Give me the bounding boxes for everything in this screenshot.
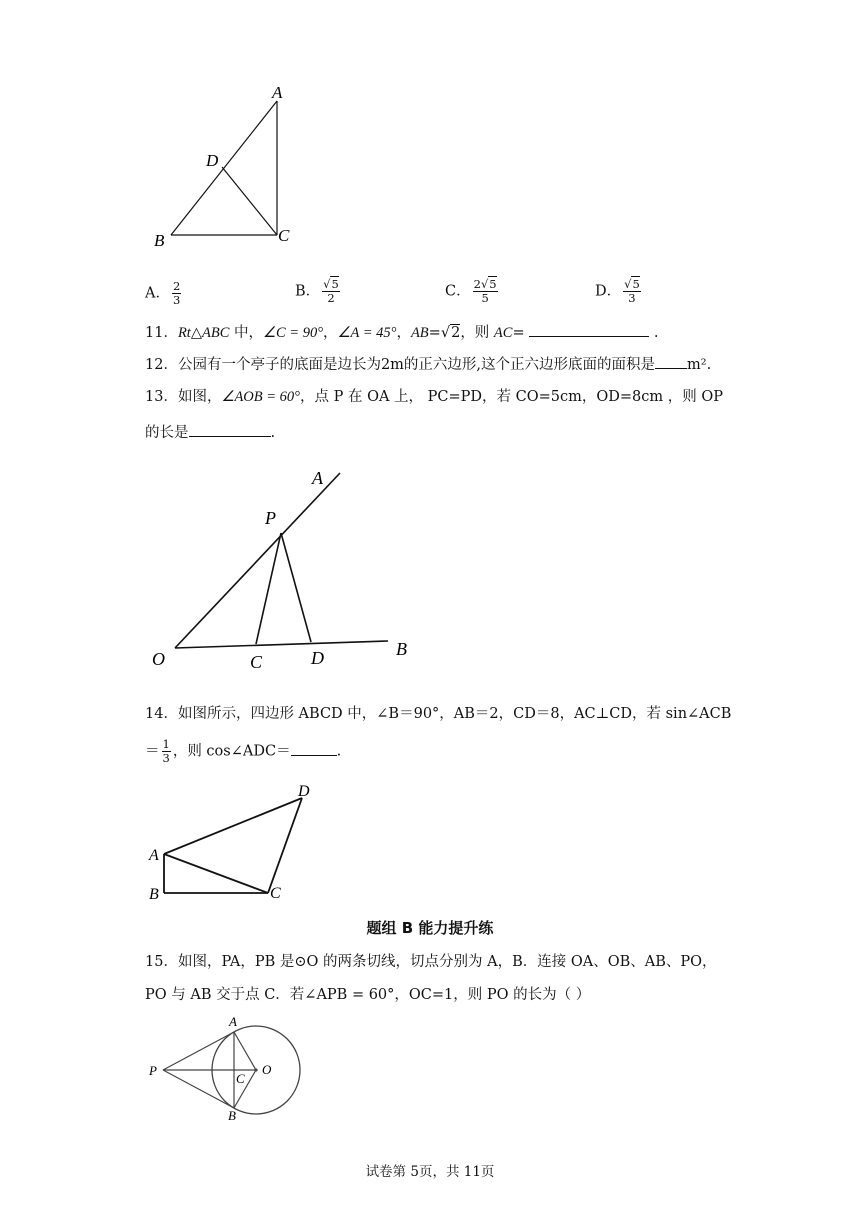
label-d: D [311, 648, 324, 668]
ray-ob [175, 641, 388, 648]
ray-oa [175, 473, 340, 648]
question-14-line2: ＝ $\frac{1}{3}$ ，则 cos∠ADC＝ . [145, 737, 342, 765]
label-b: B [154, 231, 165, 250]
question-11: 11．Rt△ABC 中，∠C = 90°，∠A = 45°，AB=√2，则 AC= . [145, 322, 658, 343]
question-13-line1: 13．如图，∠AOB = 60°，点 P 在 OA 上， PC=PD，若 CO=5cm，OD=8cm ，则 OP [145, 389, 723, 405]
segment-oa [234, 1032, 256, 1070]
tangent-pb [163, 1070, 234, 1108]
label-d: D [206, 151, 219, 170]
label-o: O [152, 649, 165, 669]
segment-pd [281, 533, 311, 642]
figure-q10-triangle [140, 80, 310, 255]
label-o: O [262, 1062, 272, 1077]
q10-option-c: C． $\frac{2√5}{5}$ [445, 277, 497, 305]
answer-blank-q14[interactable] [291, 741, 337, 756]
figure-q13-angle [140, 460, 430, 675]
segment-ac [164, 854, 268, 893]
label-b: B [228, 1108, 236, 1123]
label-c: C [250, 652, 263, 672]
question-14-line1: 14．如图所示，四边形 ABCD 中，∠B＝90°，AB＝2，CD＝8，AC⊥CD，若 sin∠ACB [145, 706, 732, 722]
q10-option-d: D． $\frac{√5}{3}$ [595, 277, 640, 305]
question-15-line2: PO 与 AB 交于点 C．若∠APB = 60°，OC=1，则 PO 的长为（ ） [145, 987, 591, 1003]
segment-ad [164, 798, 302, 854]
segment-dc [268, 798, 302, 893]
segment-dc [222, 167, 277, 235]
question-12: 12．公园有一个亭子的底面是边长为2m的正六边形,这个正六边形底面的面积是 m². [145, 354, 711, 375]
q10-option-a: A． $\frac{2}{3}$ [145, 279, 181, 307]
label-a: A [312, 468, 323, 488]
answer-blank-q12[interactable] [655, 354, 687, 369]
label-c: C [278, 226, 290, 245]
label-a: A [229, 1014, 237, 1029]
label-p: P [149, 1063, 157, 1078]
label-d: D [298, 783, 310, 800]
question-15-line1: 15．如图，PA，PB 是⊙O 的两条切线，切点分别为 A，B．连接 OA、OB、AB、PO， [145, 954, 717, 970]
section-heading: 题组 B 能力提升练 [366, 919, 494, 937]
figure-q14-quadrilateral [140, 778, 330, 908]
label-b: B [149, 886, 159, 903]
tangent-pa [163, 1032, 234, 1070]
label-a: A [272, 83, 283, 102]
q10-option-b: B． $\frac{√5}{2}$ [295, 277, 339, 305]
answer-blank-q11[interactable] [529, 322, 649, 337]
figure-q15-tangents [140, 1010, 310, 1125]
answer-blank-q13[interactable] [189, 422, 271, 437]
label-c: C [270, 885, 281, 902]
label-c: C [236, 1071, 245, 1086]
page-footer: 试卷第 5页，共 11页 [365, 1164, 495, 1180]
label-a: A [149, 847, 159, 864]
center-dot [254, 1068, 257, 1071]
question-13-line2: 的长是 . [145, 422, 275, 443]
label-p: P [265, 508, 276, 528]
label-b: B [396, 639, 407, 659]
